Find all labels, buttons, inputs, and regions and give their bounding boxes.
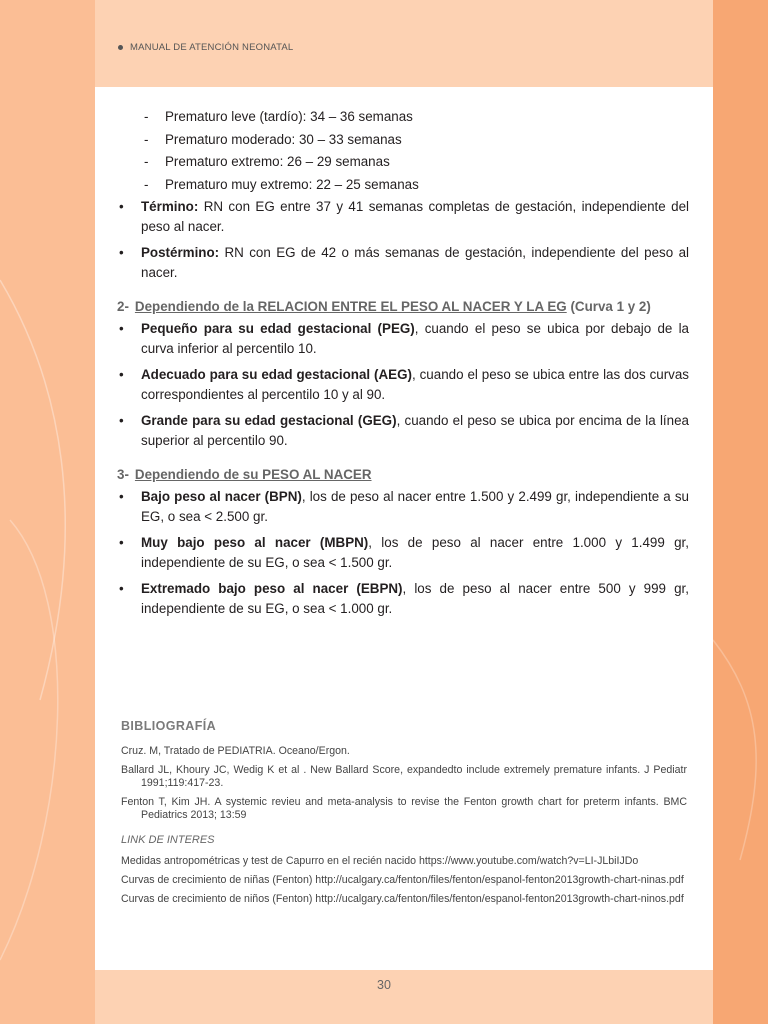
ebpn-bullet: • Extremado bajo peso al nacer (EBPN), los de peso al nacer entre 500 y 999 gr, independiente de su EG, o sea < 1.000 gr. xyxy=(117,579,689,619)
premature-item: - Prematuro muy extremo: 22 – 25 semanas xyxy=(117,175,689,195)
link-item[interactable]: Medidas antropométricas y test de Capurro en el recién nacido https://www.youtube.com/watch?v=LI-JLbiIJDo xyxy=(121,855,639,867)
term-bullet: • Término: RN con EG entre 37 y 41 semanas completas de gestación, independiente del peso al nacer. xyxy=(117,197,689,237)
premature-item: - Prematuro extremo: 26 – 29 semanas xyxy=(117,152,689,172)
reference-item: Ballard JL, Khoury JC, Wedig K et al . New Ballard Score, expandedto include extremely premature infants. J Pediatr 1991;119:417-23. xyxy=(121,764,687,789)
bibliography-title: BIBLIOGRAFÍA xyxy=(121,719,217,733)
page-paper xyxy=(95,87,713,970)
bpn-bullet: • Bajo peso al nacer (BPN), los de peso al nacer entre 1.500 y 2.499 gr, independiente a su EG, o sea < 2.500 gr. xyxy=(117,487,689,527)
section-3-heading: 3- Dependiendo de su PESO AL NACER xyxy=(117,467,372,482)
bullet-dot-icon xyxy=(118,45,123,50)
peg-bullet: • Pequeño para su edad gestacional (PEG), cuando el peso se ubica por debajo de la curva inferior al percentilo 10. xyxy=(117,319,689,359)
premature-item: - Prematuro moderado: 30 – 33 semanas xyxy=(117,130,689,150)
running-header xyxy=(118,42,293,53)
premature-list xyxy=(117,107,689,195)
bibliography xyxy=(121,720,687,912)
header-title: MANUAL DE ATENCIÓN NEONATAL xyxy=(130,42,294,53)
links-title: LINK DE INTERES xyxy=(121,834,215,846)
premature-item: - Prematuro leve (tardío): 34 – 36 semanas xyxy=(117,107,689,127)
reference-item: Cruz. M, Tratado de PEDIATRIA. Oceano/Ergon. xyxy=(121,745,350,757)
section-2-heading: 2- Dependiendo de la RELACION ENTRE EL PESO AL NACER Y LA EG (Curva 1 y 2) xyxy=(117,299,651,314)
reference-item: Fenton T, Kim JH. A systemic revieu and meta-analysis to revise the Fenton growth chart for preterm infants. BMC Pediatrics 2013; 13:59 xyxy=(121,796,687,821)
main-content xyxy=(117,107,689,625)
mbpn-bullet: • Muy bajo peso al nacer (MBPN), los de peso al nacer entre 1.000 y 1.499 gr, independiente de su EG, o sea < 1.500 gr. xyxy=(117,533,689,573)
page-number: 30 xyxy=(377,978,391,992)
postterm-bullet: • Postérmino: RN con EG de 42 o más semanas de gestación, independiente del peso al nacer. xyxy=(117,243,689,283)
aeg-bullet: • Adecuado para su edad gestacional (AEG), cuando el peso se ubica entre las dos curvas correspondientes al percentilo 10 y al 90. xyxy=(117,365,689,405)
link-item[interactable]: Curvas de crecimiento de niños (Fenton) http://ucalgary.ca/fenton/files/fenton/espanol-fenton2013growth-chart-ninos.pdf xyxy=(121,893,684,905)
link-item[interactable]: Curvas de crecimiento de niñas (Fenton) http://ucalgary.ca/fenton/files/fenton/espanol-fenton2013growth-chart-ninas.pdf xyxy=(121,874,684,886)
geg-bullet: • Grande para su edad gestacional (GEG), cuando el peso se ubica por encima de la línea superior al percentilo 90. xyxy=(117,411,689,451)
